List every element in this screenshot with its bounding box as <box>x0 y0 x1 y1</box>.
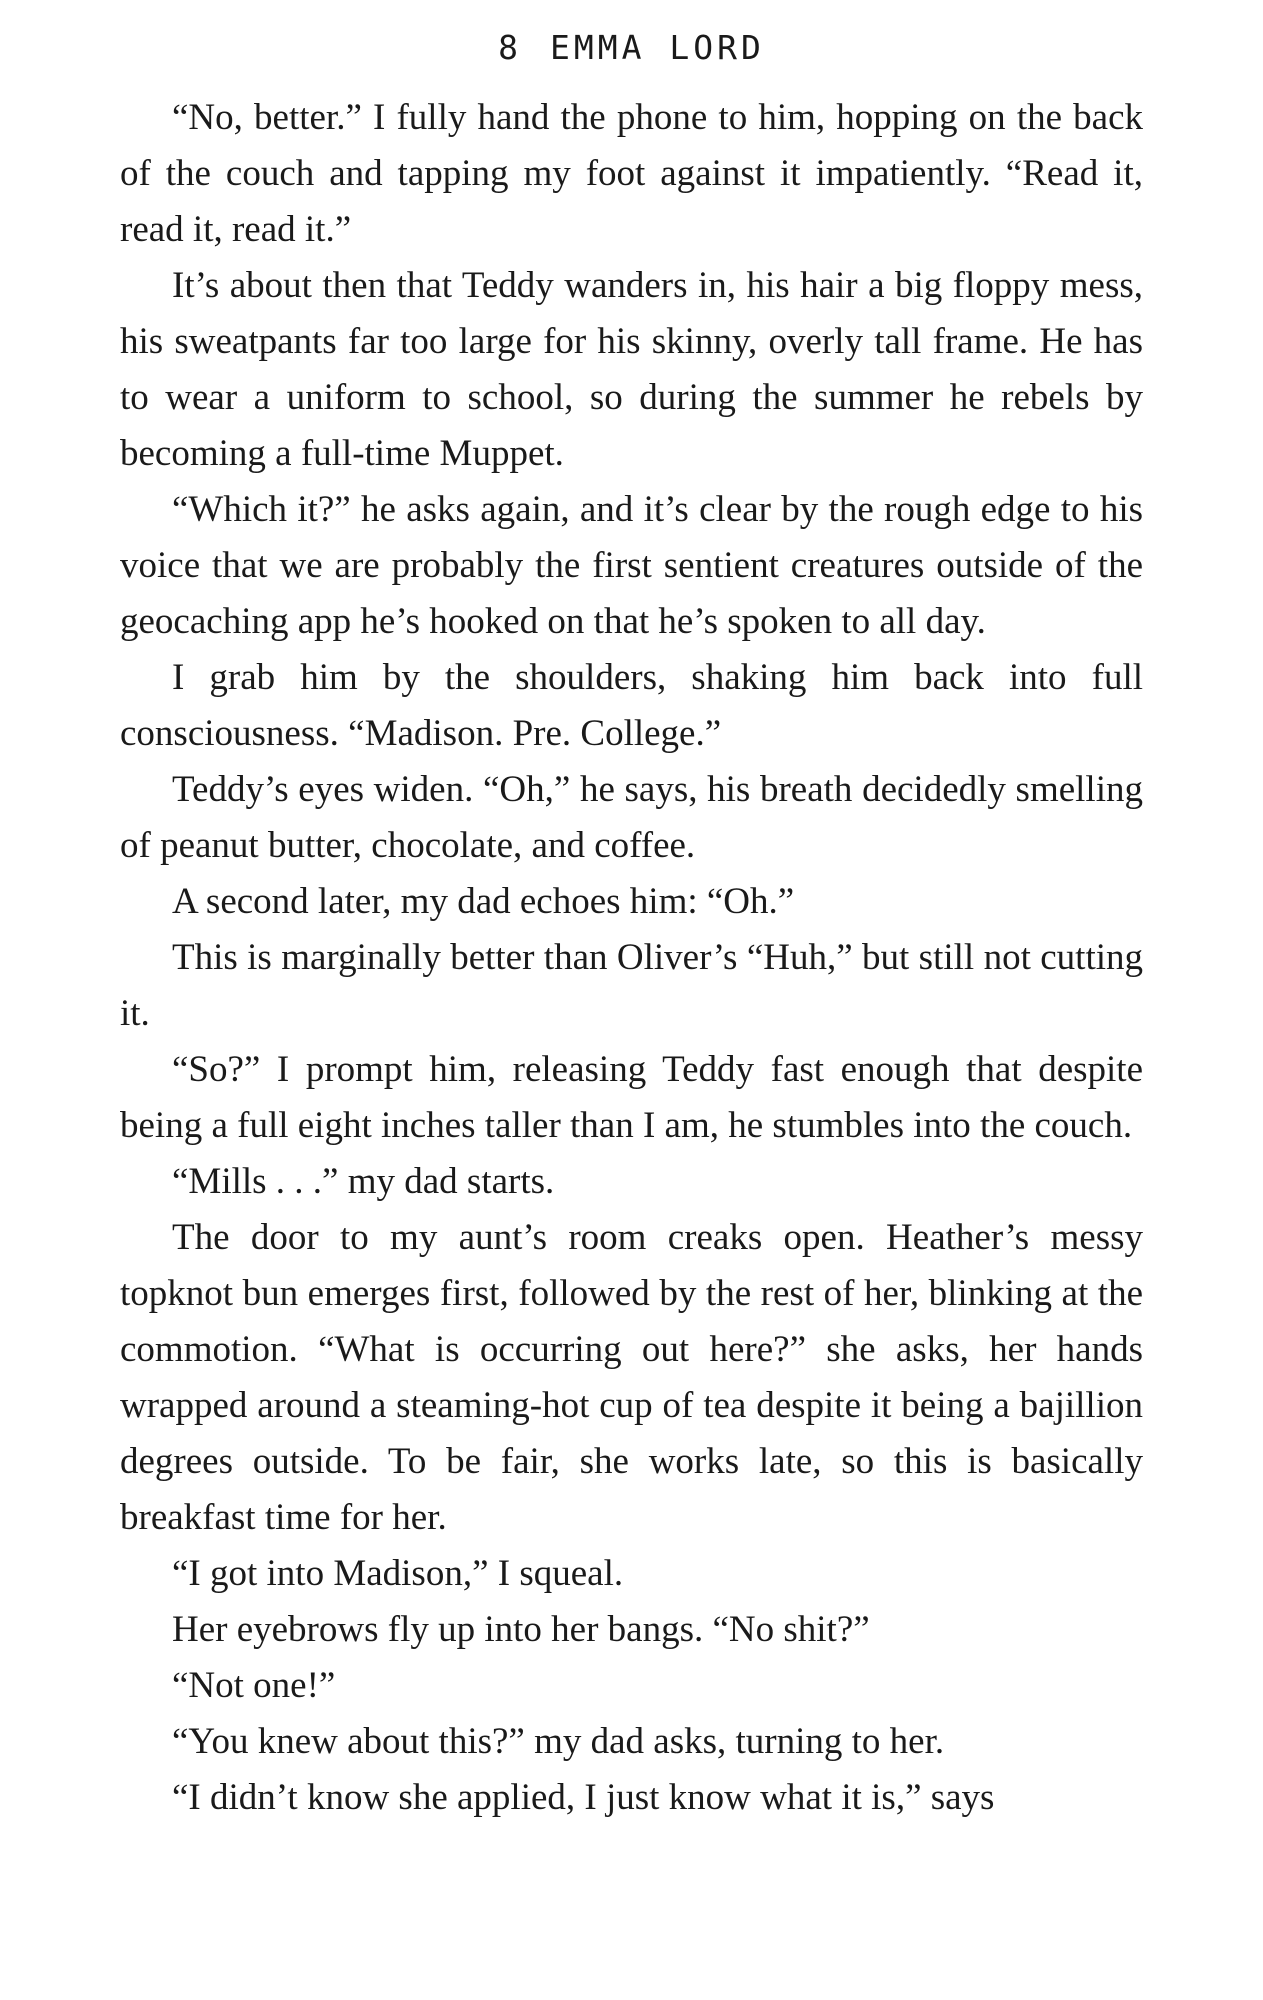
paragraph: A second later, my dad echoes him: “Oh.” <box>172 881 795 922</box>
running-head <box>0 28 1263 67</box>
paragraph: “You knew about this?” my dad asks, turning to her. <box>172 1721 945 1762</box>
paragraph: Teddy’s eyes widen. “Oh,” he says, his breath decidedly smelling of peanut butter, chocolate, and coffee. <box>120 769 1143 866</box>
paragraph: The door to my aunt’s room creaks open. Heather’s messy topknot bun emerges first, followed by the rest of her, blinking at the commotion. “What is occurring out here?” she asks, her hands wrapped around a steaming-hot cup of tea despite it being a bajillion degrees outside. To be fair, she works late, so this is basically breakfast time for her. <box>120 1217 1143 1538</box>
page-number: 8 <box>498 28 523 67</box>
paragraph: “I didn’t know she applied, I just know what it is,” says <box>172 1777 995 1818</box>
paragraph: It’s about then that Teddy wanders in, his hair a big floppy mess, his sweatpants far too large for his skinny, overly tall frame. He has to wear a uniform to school, so during the summer he rebels by becoming a full-time Muppet. <box>120 265 1143 474</box>
body-text <box>120 90 1143 1826</box>
paragraph: “Mills . . .” my dad starts. <box>172 1161 555 1202</box>
paragraph: “So?” I prompt him, releasing Teddy fast enough that despite being a full eight inches taller than I am, he stumbles into the couch. <box>120 1049 1143 1146</box>
paragraph: Her eyebrows fly up into her bangs. “No shit?” <box>172 1609 870 1650</box>
paragraph: This is marginally better than Oliver’s “Huh,” but still not cutting it. <box>120 937 1143 1034</box>
paragraph: “Not one!” <box>172 1665 336 1706</box>
paragraph: “Which it?” he asks again, and it’s clear by the rough edge to his voice that we are probably the first sentient creatures outside of the geocaching app he’s hooked on that he’s spoken to all day. <box>120 489 1143 642</box>
paragraph: “No, better.” I fully hand the phone to him, hopping on the back of the couch and tapping my foot against it impatiently. “Read it, read it, read it.” <box>120 97 1143 250</box>
paragraph: I grab him by the shoulders, shaking him back into full consciousness. “Madison. Pre. College.” <box>120 657 1143 754</box>
author-name: EMMA LORD <box>550 28 765 67</box>
paragraph: “I got into Madison,” I squeal. <box>172 1553 624 1594</box>
